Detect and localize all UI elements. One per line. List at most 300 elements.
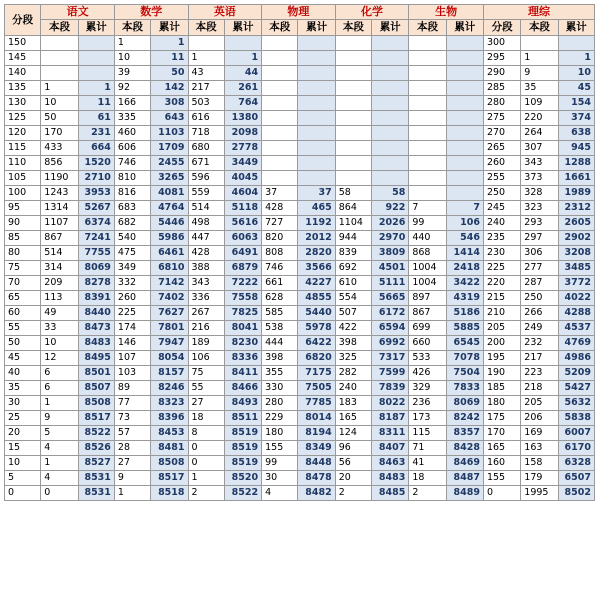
- table-row: [5, 276, 595, 291]
- cumulative-count-cell: 231: [78, 126, 114, 141]
- segment-count-cell: 1004: [409, 261, 446, 276]
- segment-count-cell: 223: [521, 366, 558, 381]
- cumulative-count-cell: 1: [224, 51, 261, 66]
- segment-count-cell: 440: [409, 231, 446, 246]
- table-row: [5, 141, 595, 156]
- segment-count-cell: 343: [188, 276, 224, 291]
- segment-count-cell: [409, 51, 446, 66]
- segment-count-cell: 343: [521, 156, 558, 171]
- cumulative-count-cell: 8230: [224, 336, 261, 351]
- sub-header-row: [5, 20, 595, 36]
- segment-count-cell: [335, 81, 371, 96]
- subject-header-row: [5, 5, 595, 20]
- cumulative-count-cell: 6328: [558, 456, 594, 471]
- score-cell: 60: [5, 306, 41, 321]
- cumulative-count-cell: 945: [558, 141, 594, 156]
- science-score-cell: 255: [483, 171, 520, 186]
- sub-header-segment: 本段: [41, 20, 78, 36]
- segment-count-cell: [409, 81, 446, 96]
- score-cell: 35: [5, 381, 41, 396]
- segment-count-cell: 9: [521, 66, 558, 81]
- cumulative-count-cell: 8194: [298, 426, 335, 441]
- score-cell: 65: [5, 291, 41, 306]
- cumulative-count-cell: 2970: [372, 231, 409, 246]
- segment-count-cell: [262, 111, 298, 126]
- score-column-header: 分段: [5, 5, 41, 36]
- cumulative-count-cell: 4537: [558, 321, 594, 336]
- segment-count-cell: [409, 96, 446, 111]
- segment-count-cell: 332: [114, 276, 150, 291]
- cumulative-count-cell: 6507: [558, 471, 594, 486]
- cumulative-count-cell: 643: [151, 111, 188, 126]
- cumulative-count-cell: 8440: [78, 306, 114, 321]
- cumulative-count-cell: 6594: [372, 321, 409, 336]
- segment-count-cell: 9: [41, 411, 78, 426]
- cumulative-count-cell: [446, 51, 483, 66]
- segment-count-cell: 18: [188, 411, 224, 426]
- segment-count-cell: 596: [188, 171, 224, 186]
- segment-count-cell: 533: [409, 351, 446, 366]
- cumulative-count-cell: 2455: [151, 156, 188, 171]
- cumulative-count-cell: 7833: [446, 381, 483, 396]
- sub-header-cumulative: 累计: [558, 20, 594, 36]
- segment-count-cell: 746: [262, 261, 298, 276]
- segment-count-cell: 336: [188, 291, 224, 306]
- cumulative-count-cell: 6007: [558, 426, 594, 441]
- segment-count-cell: [262, 36, 298, 51]
- segment-count-cell: 503: [188, 96, 224, 111]
- segment-count-cell: 55: [188, 381, 224, 396]
- segment-count-cell: 746: [114, 156, 150, 171]
- cumulative-count-cell: 1414: [446, 246, 483, 261]
- cumulative-count-cell: 5885: [446, 321, 483, 336]
- segment-count-cell: 671: [188, 156, 224, 171]
- segment-count-cell: 277: [521, 261, 558, 276]
- segment-count-cell: 10: [114, 51, 150, 66]
- cumulative-count-cell: 8526: [78, 441, 114, 456]
- segment-count-cell: 616: [188, 111, 224, 126]
- segment-count-cell: 297: [521, 231, 558, 246]
- science-score-cell: 220: [483, 276, 520, 291]
- cumulative-count-cell: 106: [446, 216, 483, 231]
- score-cell: 70: [5, 276, 41, 291]
- cumulative-count-cell: 6461: [151, 246, 188, 261]
- score-cell: 40: [5, 366, 41, 381]
- cumulative-count-cell: 8478: [298, 471, 335, 486]
- cumulative-count-cell: [298, 81, 335, 96]
- segment-count-cell: 398: [262, 351, 298, 366]
- segment-count-cell: 330: [262, 381, 298, 396]
- segment-count-cell: 398: [335, 336, 371, 351]
- table-row: [5, 456, 595, 471]
- cumulative-count-cell: 7755: [78, 246, 114, 261]
- segment-count-cell: 280: [262, 396, 298, 411]
- segment-count-cell: 92: [114, 81, 150, 96]
- cumulative-count-cell: 7839: [372, 381, 409, 396]
- segment-count-cell: [335, 126, 371, 141]
- segment-count-cell: 856: [41, 156, 78, 171]
- segment-count-cell: [409, 186, 446, 201]
- segment-count-cell: 325: [335, 351, 371, 366]
- cumulative-count-cell: 8157: [151, 366, 188, 381]
- segment-count-cell: 37: [262, 186, 298, 201]
- cumulative-count-cell: 8495: [78, 351, 114, 366]
- score-cell: 90: [5, 216, 41, 231]
- cumulative-count-cell: [298, 51, 335, 66]
- cumulative-count-cell: 4319: [446, 291, 483, 306]
- subject-header-physics: 物理: [262, 5, 336, 20]
- segment-count-cell: 1314: [41, 201, 78, 216]
- cumulative-count-cell: 8518: [151, 486, 188, 501]
- cumulative-count-cell: 8278: [78, 276, 114, 291]
- cumulative-count-cell: [372, 171, 409, 186]
- segment-count-cell: [188, 36, 224, 51]
- cumulative-count-cell: 7175: [298, 366, 335, 381]
- segment-count-cell: 5: [41, 426, 78, 441]
- segment-count-cell: 1107: [41, 216, 78, 231]
- segment-count-cell: 4: [41, 471, 78, 486]
- segment-count-cell: 96: [335, 441, 371, 456]
- cumulative-count-cell: 8502: [558, 486, 594, 501]
- segment-count-cell: 1: [188, 51, 224, 66]
- cumulative-count-cell: 7785: [298, 396, 335, 411]
- cumulative-count-cell: 1: [151, 36, 188, 51]
- segment-count-cell: 606: [114, 141, 150, 156]
- segment-count-cell: [409, 156, 446, 171]
- segment-count-cell: [335, 156, 371, 171]
- science-score-cell: 235: [483, 231, 520, 246]
- cumulative-count-cell: 1380: [224, 111, 261, 126]
- cumulative-count-cell: 3953: [78, 186, 114, 201]
- cumulative-count-cell: 2418: [446, 261, 483, 276]
- segment-count-cell: 944: [335, 231, 371, 246]
- cumulative-count-cell: 8054: [151, 351, 188, 366]
- sub-header-cumulative: 累计: [298, 20, 335, 36]
- cumulative-count-cell: [446, 81, 483, 96]
- segment-count-cell: 585: [262, 306, 298, 321]
- score-cell: 15: [5, 441, 41, 456]
- cumulative-count-cell: 6810: [151, 261, 188, 276]
- segment-count-cell: 33: [41, 321, 78, 336]
- cumulative-count-cell: 4769: [558, 336, 594, 351]
- cumulative-count-cell: [298, 66, 335, 81]
- segment-count-cell: 680: [188, 141, 224, 156]
- segment-count-cell: 107: [114, 351, 150, 366]
- segment-count-cell: [262, 156, 298, 171]
- sub-header-cumulative: 累计: [151, 20, 188, 36]
- cumulative-count-cell: 8014: [298, 411, 335, 426]
- cumulative-count-cell: 11: [151, 51, 188, 66]
- cumulative-count-cell: [298, 171, 335, 186]
- cumulative-count-cell: 8022: [372, 396, 409, 411]
- cumulative-count-cell: 8246: [151, 381, 188, 396]
- cumulative-count-cell: 8485: [372, 486, 409, 501]
- table-row: [5, 411, 595, 426]
- table-row: [5, 171, 595, 186]
- segment-count-cell: [262, 141, 298, 156]
- cumulative-count-cell: 465: [298, 201, 335, 216]
- cumulative-count-cell: 8531: [78, 486, 114, 501]
- segment-count-cell: [521, 36, 558, 51]
- score-cell: 5: [5, 471, 41, 486]
- subject-header-chinese: 语文: [41, 5, 115, 20]
- segment-count-cell: 236: [409, 396, 446, 411]
- cumulative-count-cell: 664: [78, 141, 114, 156]
- score-cell: 120: [5, 126, 41, 141]
- cumulative-count-cell: 4045: [224, 171, 261, 186]
- cumulative-count-cell: 5427: [558, 381, 594, 396]
- score-cell: 50: [5, 336, 41, 351]
- cumulative-count-cell: 764: [224, 96, 261, 111]
- cumulative-count-cell: 4855: [298, 291, 335, 306]
- segment-count-cell: 329: [409, 381, 446, 396]
- segment-count-cell: 89: [114, 381, 150, 396]
- cumulative-count-cell: 3208: [558, 246, 594, 261]
- segment-count-cell: 538: [262, 321, 298, 336]
- cumulative-count-cell: 10: [558, 66, 594, 81]
- cumulative-count-cell: [446, 171, 483, 186]
- science-score-cell: 205: [483, 321, 520, 336]
- segment-count-cell: 183: [335, 396, 371, 411]
- cumulative-count-cell: 4604: [224, 186, 261, 201]
- cumulative-count-cell: 1288: [558, 156, 594, 171]
- science-score-cell: 285: [483, 81, 520, 96]
- score-cell: 75: [5, 261, 41, 276]
- segment-count-cell: 225: [114, 306, 150, 321]
- segment-count-cell: 206: [521, 411, 558, 426]
- segment-count-cell: [335, 36, 371, 51]
- segment-count-cell: 217: [521, 351, 558, 366]
- segment-count-cell: [262, 126, 298, 141]
- subject-header-biology: 生物: [409, 5, 484, 20]
- segment-count-cell: [262, 96, 298, 111]
- cumulative-count-cell: 8453: [151, 426, 188, 441]
- segment-count-cell: 864: [335, 201, 371, 216]
- segment-count-cell: [262, 66, 298, 81]
- cumulative-count-cell: 8520: [224, 471, 261, 486]
- cumulative-count-cell: 6422: [298, 336, 335, 351]
- cumulative-count-cell: [446, 126, 483, 141]
- segment-count-cell: 267: [188, 306, 224, 321]
- cumulative-count-cell: 1989: [558, 186, 594, 201]
- cumulative-count-cell: [372, 96, 409, 111]
- segment-count-cell: 514: [188, 201, 224, 216]
- score-cell: 10: [5, 456, 41, 471]
- cumulative-count-cell: 8508: [78, 396, 114, 411]
- segment-count-cell: 9: [114, 471, 150, 486]
- segment-count-cell: 232: [521, 336, 558, 351]
- segment-count-cell: 1104: [335, 216, 371, 231]
- segment-count-cell: [41, 51, 78, 66]
- segment-count-cell: 540: [114, 231, 150, 246]
- sub-header-science-score: 分段: [483, 20, 520, 36]
- segment-count-cell: 628: [262, 291, 298, 306]
- cumulative-count-cell: 5446: [151, 216, 188, 231]
- cumulative-count-cell: [446, 141, 483, 156]
- table-row: [5, 336, 595, 351]
- cumulative-count-cell: 5267: [78, 201, 114, 216]
- cumulative-count-cell: 8428: [446, 441, 483, 456]
- cumulative-count-cell: [446, 111, 483, 126]
- cumulative-count-cell: 4022: [558, 291, 594, 306]
- cumulative-count-cell: 1520: [78, 156, 114, 171]
- cumulative-count-cell: 44: [224, 66, 261, 81]
- cumulative-count-cell: 8487: [446, 471, 483, 486]
- cumulative-count-cell: 2098: [224, 126, 261, 141]
- cumulative-count-cell: 1709: [151, 141, 188, 156]
- cumulative-count-cell: 7825: [224, 306, 261, 321]
- cumulative-count-cell: 8069: [446, 396, 483, 411]
- segment-count-cell: 174: [114, 321, 150, 336]
- segment-count-cell: 1004: [409, 276, 446, 291]
- subject-header-chemistry: 化学: [335, 5, 409, 20]
- subject-header-math: 数学: [114, 5, 188, 20]
- segment-count-cell: 683: [114, 201, 150, 216]
- cumulative-count-cell: 5111: [372, 276, 409, 291]
- segment-count-cell: 868: [409, 246, 446, 261]
- cumulative-count-cell: 8463: [372, 456, 409, 471]
- segment-count-cell: 475: [114, 246, 150, 261]
- cumulative-count-cell: [446, 66, 483, 81]
- segment-count-cell: 18: [409, 471, 446, 486]
- segment-count-cell: 1: [41, 456, 78, 471]
- cumulative-count-cell: [446, 186, 483, 201]
- cumulative-count-cell: 6374: [78, 216, 114, 231]
- cumulative-count-cell: 7402: [151, 291, 188, 306]
- segment-count-cell: 106: [188, 351, 224, 366]
- segment-count-cell: [41, 36, 78, 51]
- cumulative-count-cell: [446, 96, 483, 111]
- cumulative-count-cell: 5118: [224, 201, 261, 216]
- segment-count-cell: 355: [262, 366, 298, 381]
- cumulative-count-cell: 8501: [78, 366, 114, 381]
- science-score-cell: 275: [483, 111, 520, 126]
- table-row: [5, 381, 595, 396]
- cumulative-count-cell: 4081: [151, 186, 188, 201]
- score-cell: 20: [5, 426, 41, 441]
- segment-count-cell: 0: [41, 486, 78, 501]
- cumulative-count-cell: 8357: [446, 426, 483, 441]
- cumulative-count-cell: 3566: [298, 261, 335, 276]
- segment-count-cell: 10: [41, 96, 78, 111]
- cumulative-count-cell: 8187: [372, 411, 409, 426]
- segment-count-cell: 103: [114, 366, 150, 381]
- segment-count-cell: [335, 51, 371, 66]
- segment-count-cell: 287: [521, 276, 558, 291]
- cumulative-count-cell: 1661: [558, 171, 594, 186]
- science-score-cell: 200: [483, 336, 520, 351]
- cumulative-count-cell: 8242: [446, 411, 483, 426]
- score-cell: 150: [5, 36, 41, 51]
- cumulative-count-cell: 8519: [224, 441, 261, 456]
- cumulative-count-cell: 8391: [78, 291, 114, 306]
- cumulative-count-cell: 50: [151, 66, 188, 81]
- segment-count-cell: [262, 51, 298, 66]
- segment-count-cell: [335, 171, 371, 186]
- cumulative-count-cell: 8336: [224, 351, 261, 366]
- segment-count-cell: 0: [188, 456, 224, 471]
- score-cell: 45: [5, 351, 41, 366]
- cumulative-count-cell: 7558: [224, 291, 261, 306]
- sub-header-segment: 本段: [114, 20, 150, 36]
- cumulative-count-cell: [372, 51, 409, 66]
- cumulative-count-cell: 8349: [298, 441, 335, 456]
- score-cell: 55: [5, 321, 41, 336]
- table-row: [5, 126, 595, 141]
- segment-count-cell: 293: [521, 216, 558, 231]
- score-cell: 100: [5, 186, 41, 201]
- segment-count-cell: 169: [521, 426, 558, 441]
- segment-count-cell: 220: [521, 111, 558, 126]
- cumulative-count-cell: 8483: [78, 336, 114, 351]
- score-cell: 80: [5, 246, 41, 261]
- sub-header-segment: 本段: [262, 20, 298, 36]
- segment-count-cell: 7: [409, 201, 446, 216]
- science-score-cell: 160: [483, 456, 520, 471]
- cumulative-count-cell: 5616: [224, 216, 261, 231]
- segment-count-cell: 39: [114, 66, 150, 81]
- segment-count-cell: 349: [114, 261, 150, 276]
- segment-count-cell: 808: [262, 246, 298, 261]
- science-score-cell: 230: [483, 246, 520, 261]
- segment-count-cell: 1: [114, 36, 150, 51]
- cumulative-count-cell: [298, 156, 335, 171]
- segment-count-cell: 867: [41, 231, 78, 246]
- table-row: [5, 291, 595, 306]
- score-cell: 25: [5, 411, 41, 426]
- table-row: [5, 216, 595, 231]
- segment-count-cell: 433: [41, 141, 78, 156]
- science-score-cell: 250: [483, 186, 520, 201]
- segment-count-cell: 20: [335, 471, 371, 486]
- cumulative-count-cell: 5186: [446, 306, 483, 321]
- score-cell: 140: [5, 66, 41, 81]
- cumulative-count-cell: 1192: [298, 216, 335, 231]
- cumulative-count-cell: 8473: [78, 321, 114, 336]
- segment-count-cell: 35: [521, 81, 558, 96]
- cumulative-count-cell: 2026: [372, 216, 409, 231]
- cumulative-count-cell: 6491: [224, 246, 261, 261]
- table-row: [5, 36, 595, 51]
- cumulative-count-cell: 6063: [224, 231, 261, 246]
- score-cell: 130: [5, 96, 41, 111]
- cumulative-count-cell: 8531: [78, 471, 114, 486]
- cumulative-count-cell: [372, 111, 409, 126]
- cumulative-count-cell: 8522: [78, 426, 114, 441]
- segment-count-cell: 460: [114, 126, 150, 141]
- cumulative-count-cell: 5978: [298, 321, 335, 336]
- science-score-cell: 225: [483, 261, 520, 276]
- table-row: [5, 201, 595, 216]
- cumulative-count-cell: [372, 81, 409, 96]
- segment-count-cell: [335, 66, 371, 81]
- sub-header-cumulative: 累计: [78, 20, 114, 36]
- cumulative-count-cell: [78, 66, 114, 81]
- cumulative-count-cell: 5665: [372, 291, 409, 306]
- segment-count-cell: 2: [335, 486, 371, 501]
- table-row: [5, 441, 595, 456]
- score-distribution-sheet: [4, 4, 595, 501]
- table-row: [5, 186, 595, 201]
- cumulative-count-cell: 8507: [78, 381, 114, 396]
- cumulative-count-cell: [446, 36, 483, 51]
- cumulative-count-cell: 3485: [558, 261, 594, 276]
- segment-count-cell: 2: [409, 486, 446, 501]
- segment-count-cell: 155: [262, 441, 298, 456]
- cumulative-count-cell: 1: [78, 81, 114, 96]
- segment-count-cell: 2: [188, 486, 224, 501]
- table-row: [5, 426, 595, 441]
